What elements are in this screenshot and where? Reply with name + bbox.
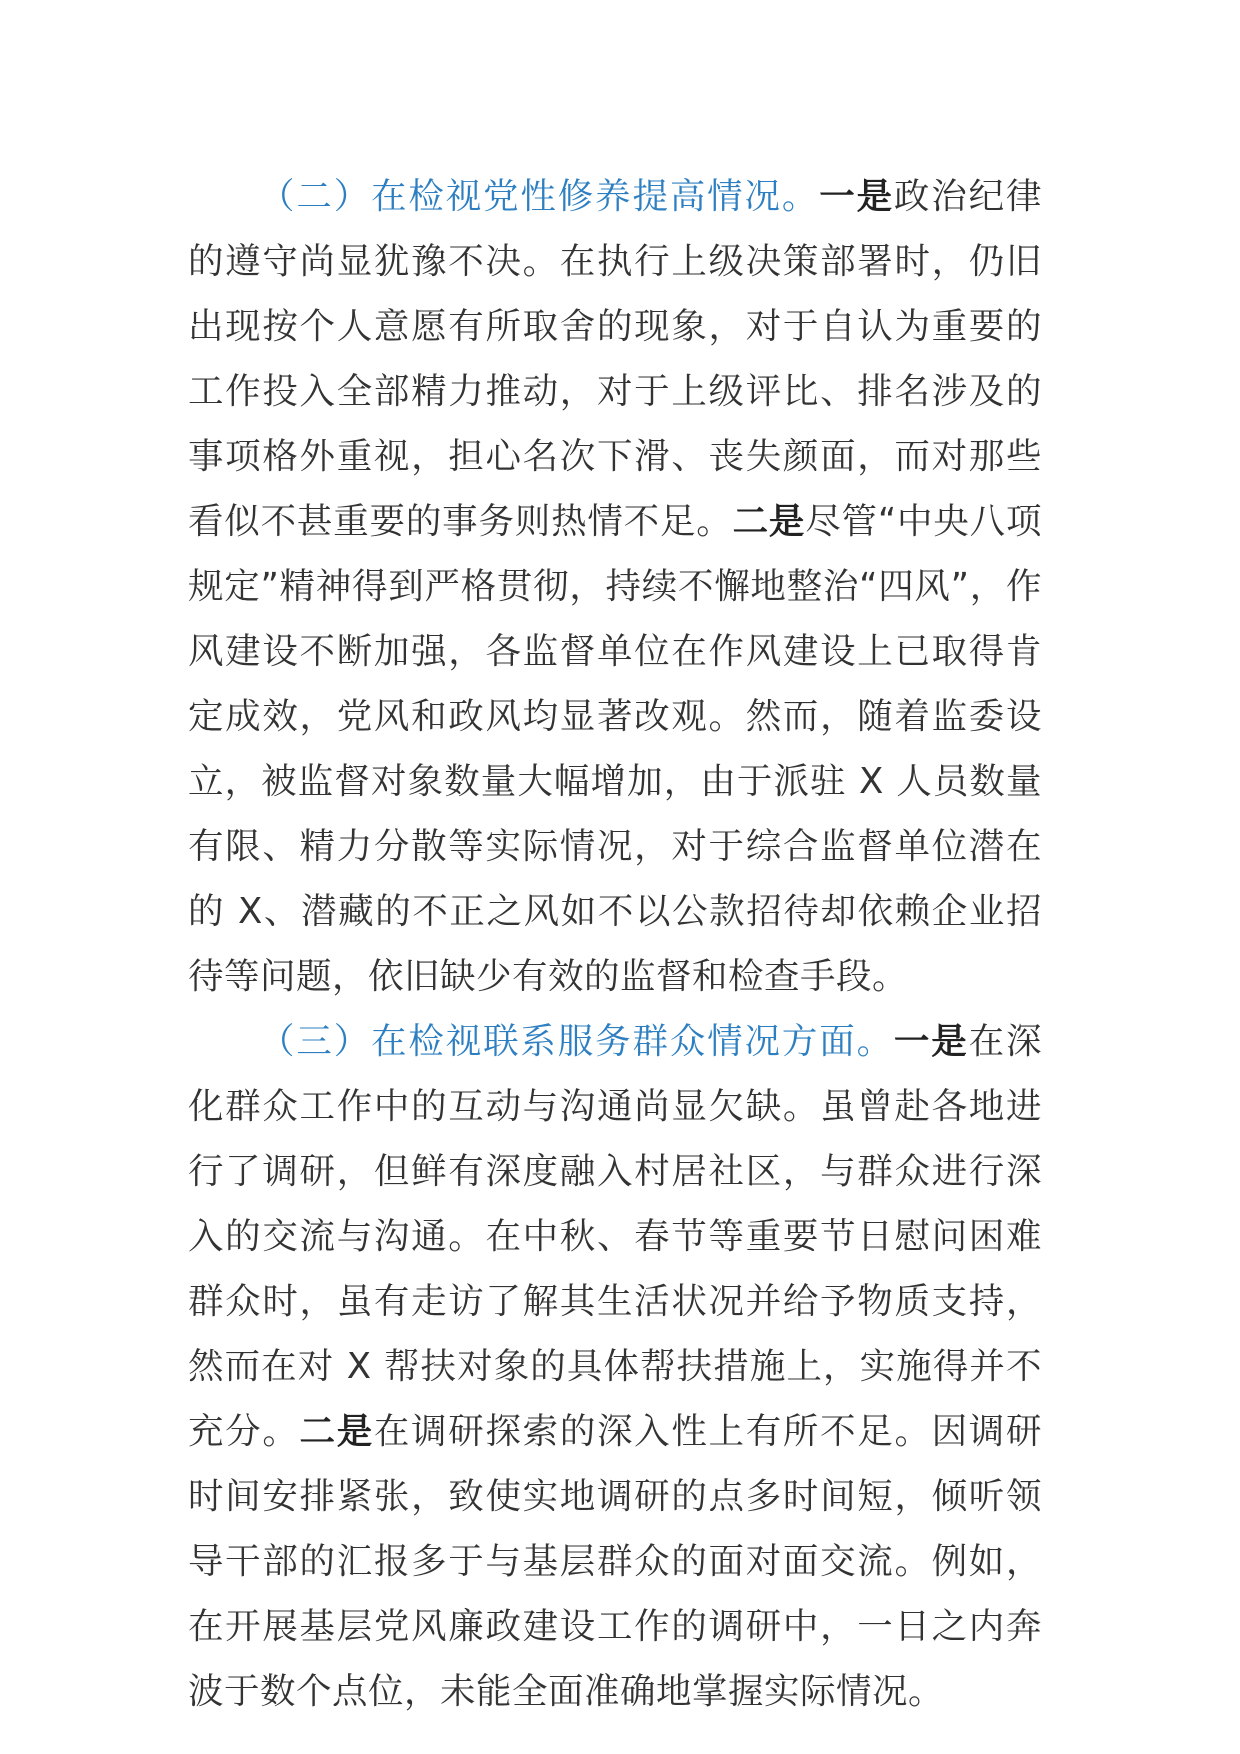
point-marker: 一是 (819, 176, 894, 217)
point-marker: 二是 (732, 501, 806, 542)
section-heading: （三）在检视联系服务群众情况方面。 (259, 1021, 894, 1062)
point-text: 尽管“中央八项规定”精神得到严格贯彻，持续不懈地整治“四风”，作风建设不断加强，各监督单位在作风建设上已取得肯定成效，党风和政风均显著改观。然而，随着监委设立，被监督对象数量大幅增加，由于派驻 X 人员数量有限、精力分散等实际情况，对于综合监督单位潜在的 X、潜藏的不正之风如不以公款招待却依赖企业招待等问题，依旧缺少有效的监督和检查手段。 (188, 501, 1042, 997)
point-text: 政治纪律的遵守尚显犹豫不决。在执行上级决策部署时，仍旧出现按个人意愿有所取舍的现象，对于自认为重要的工作投入全部精力推动，对于上级评比、排名涉及的事项格外重视，担心名次下滑、丧失颜面，而对那些看似不甚重要的事务则热情不足。 (188, 176, 1042, 542)
point-text: 在调研探索的深入性上有所不足。因调研时间安排紧张，致使实地调研的点多时间短，倾听领导干部的汇报多于与基层群众的面对面交流。例如，在开展基层党风廉政建设工作的调研中，一日之内奔波于数个点位，未能全面准确地掌握实际情况。 (188, 1411, 1042, 1712)
paragraph-serving-masses (188, 1009, 1042, 1724)
section-heading: （二）在检视党性修养提高情况。 (259, 176, 820, 217)
document-page (188, 164, 1042, 1724)
point-marker: 二是 (299, 1411, 374, 1452)
point-marker: 一是 (893, 1021, 969, 1062)
paragraph-party-spirit (188, 164, 1042, 1009)
point-text: 在深化群众工作中的互动与沟通尚显欠缺。虽曾赴各地进行了调研，但鲜有深度融入村居社区，与群众进行深入的交流与沟通。在中秋、春节等重要节日慰问困难群众时，虽有走访了解其生活状况并给予物质支持，然而在对 X 帮扶对象的具体帮扶措施上，实施得并不充分。 (188, 1021, 1042, 1452)
